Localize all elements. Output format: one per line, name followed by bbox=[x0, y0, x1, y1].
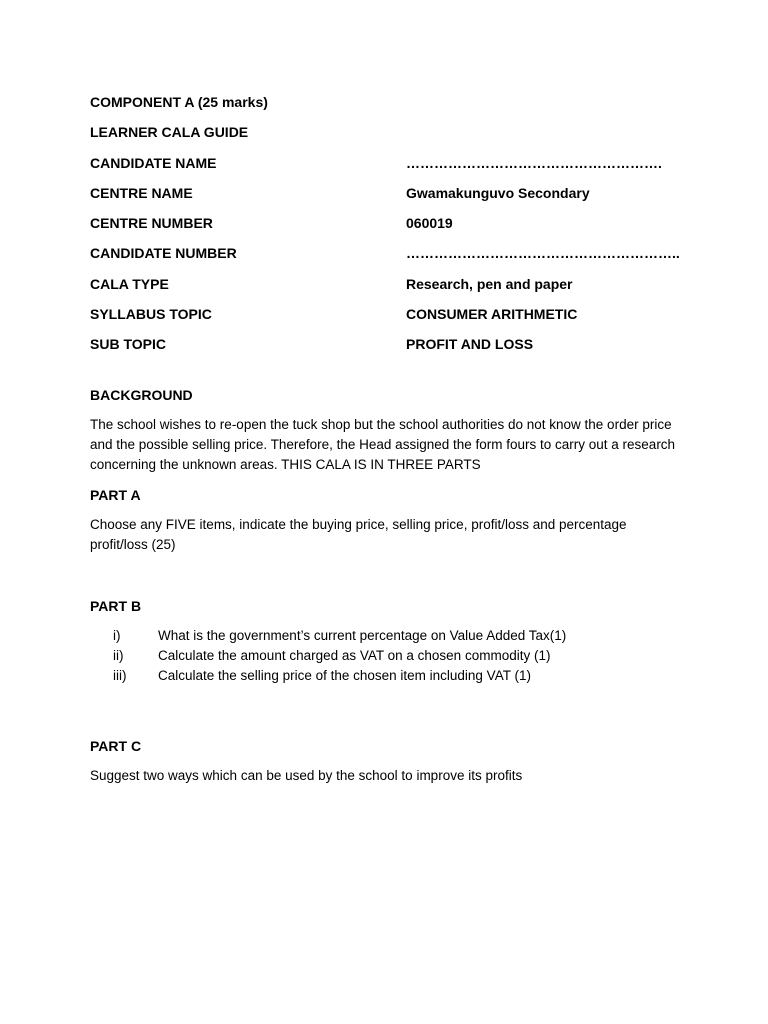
part-a-heading: PART A bbox=[90, 487, 141, 504]
list-item bbox=[90, 646, 680, 666]
info-row-candidate-number bbox=[90, 243, 680, 263]
part-b-heading: PART B bbox=[90, 598, 142, 615]
item-text: What is the government’s current percentage on Value Added Tax(1) bbox=[158, 628, 567, 644]
document-page bbox=[90, 92, 680, 786]
item-number: ii) bbox=[113, 648, 124, 664]
info-value: Research, pen and paper bbox=[406, 275, 573, 292]
background-heading: BACKGROUND bbox=[90, 387, 193, 404]
info-row-cala-type bbox=[90, 274, 680, 294]
info-label: CENTRE NAME bbox=[90, 184, 193, 201]
part-c-paragraph: Suggest two ways which can be used by the school to improve its profits bbox=[90, 768, 523, 784]
info-label: SUB TOPIC bbox=[90, 336, 166, 353]
info-label: CANDIDATE NAME bbox=[90, 154, 217, 171]
item-number: i) bbox=[113, 628, 121, 644]
info-value: PROFIT AND LOSS bbox=[406, 336, 534, 353]
info-value: CONSUMER ARITHMETIC bbox=[406, 305, 578, 322]
list-item bbox=[90, 626, 680, 646]
part-b-question-list bbox=[90, 626, 680, 686]
info-row-sub-topic bbox=[90, 334, 680, 354]
candidate-info-table bbox=[90, 153, 680, 355]
item-text: Calculate the amount charged as VAT on a chosen commodity (1) bbox=[158, 648, 551, 664]
info-label: CENTRE NUMBER bbox=[90, 215, 213, 232]
info-row-centre-name bbox=[90, 183, 680, 203]
info-value: 060019 bbox=[406, 215, 453, 232]
info-row-syllabus-topic bbox=[90, 304, 680, 324]
info-label: CANDIDATE NUMBER bbox=[90, 245, 237, 262]
info-row-candidate-name bbox=[90, 153, 680, 173]
info-value: ………………………………………………….. bbox=[406, 245, 680, 262]
info-value: Gwamakunguvo Secondary bbox=[406, 184, 590, 201]
background-paragraph: The school wishes to re-open the tuck shop but the school authorities do not know the order price and the possible selling price. Therefore, the Head assigned the form fours to carry out a research concerning the unknown areas. THIS CALA IS IN THREE PARTS bbox=[90, 417, 676, 473]
part-c-heading: PART C bbox=[90, 738, 142, 755]
guide-heading: LEARNER CALA GUIDE bbox=[90, 124, 249, 140]
component-heading: COMPONENT A (25 marks) bbox=[90, 94, 268, 110]
item-text: Calculate the selling price of the chosen item including VAT (1) bbox=[158, 668, 531, 684]
info-value: ………………………………………………. bbox=[406, 154, 662, 171]
part-a-paragraph: Choose any FIVE items, indicate the buying price, selling price, profit/loss and percentage profit/loss (25) bbox=[90, 517, 627, 553]
info-label: SYLLABUS TOPIC bbox=[90, 305, 212, 322]
item-number: iii) bbox=[113, 668, 127, 684]
list-item bbox=[90, 666, 680, 686]
info-label: CALA TYPE bbox=[90, 275, 169, 292]
info-row-centre-number bbox=[90, 213, 680, 233]
